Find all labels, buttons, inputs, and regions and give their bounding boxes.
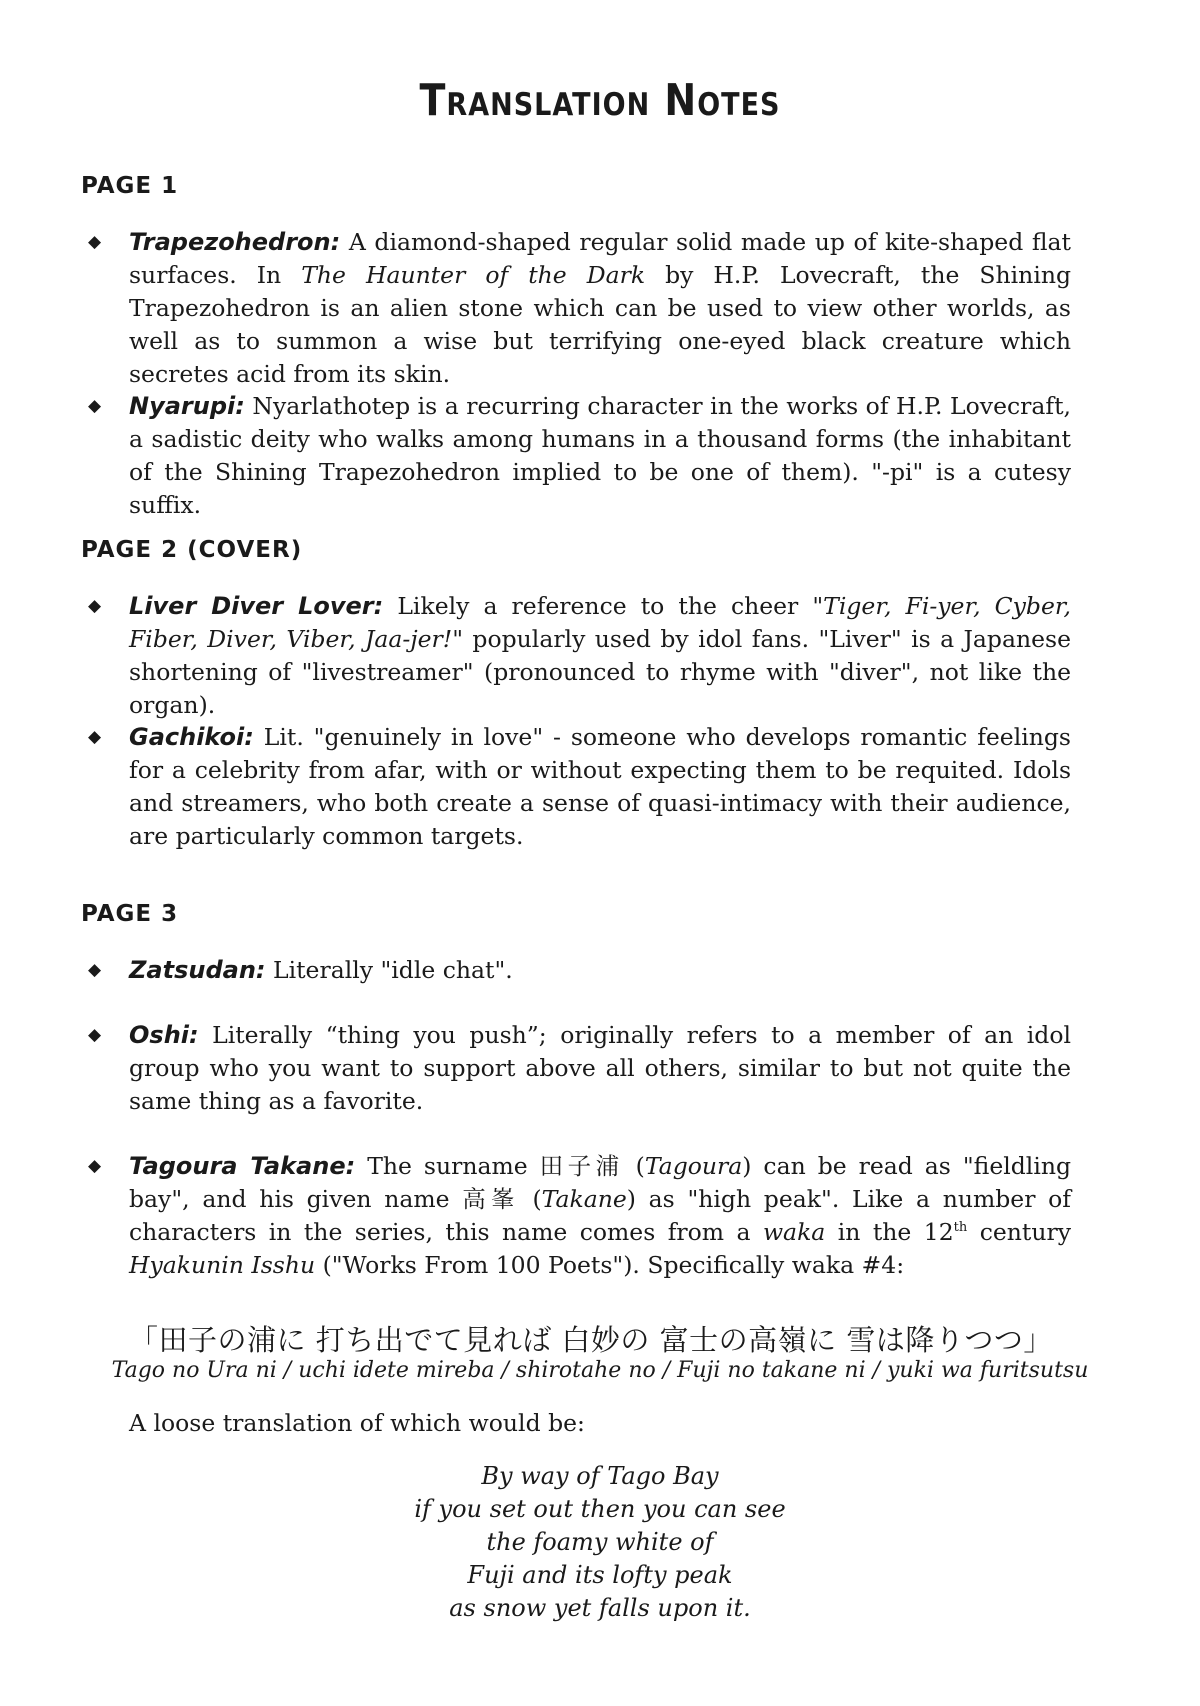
note-text: Nyarupi: Nyarlathotep is a recurring character in the works of H.P. Lovecraft, a sadistic deity who walks among humans in a thousand forms (the inhabitant of the Shining Trapezohedron implied to be one of them). "-pi" is a cutesy suffix.: [129, 392, 1071, 519]
diamond-bullet-icon: ◆: [88, 596, 102, 616]
note-text: Zatsudan: Literally "idle chat".: [129, 956, 513, 984]
note-text: Oshi: Literally “thing you push”; originally refers to a member of an idol group who you want to support above all others, similar to but not quite the same thing as a favorite.: [129, 1021, 1071, 1115]
diamond-bullet-icon: ◆: [88, 960, 102, 980]
note-term: Oshi:: [129, 1021, 199, 1049]
diamond-bullet-icon: ◆: [88, 727, 102, 747]
section-heading-page-3: PAGE 3: [81, 901, 179, 927]
note-term: Liver Diver Lover:: [129, 592, 384, 620]
verse-line: if you set out then you can see: [414, 1495, 786, 1523]
note-gachikoi: [88, 721, 1071, 853]
note-term: Trapezohedron:: [129, 228, 341, 256]
page-title: Translation Notes: [419, 74, 781, 126]
note-tagoura-takane: [88, 1150, 1071, 1282]
note-text: Liver Diver Lover: Likely a reference to the cheer "Tiger, Fi-yer, Cyber, Fiber, Diver, Viber, Jaa-jer!" popularly used by idol fans. "Liver" is a Japanese shortening of "livestreamer" (pronounced to rhyme with "diver", not like the organ).: [129, 592, 1071, 719]
cheer-quote: "Tiger, Fi-yer, Cyber, Fiber, Diver, Viber, Jaa-jer!": [129, 592, 1071, 653]
verse-line: Fuji and its lofty peak: [467, 1561, 733, 1589]
poem-romaji: Tago no Ura ni / uchi idete mireba / shirotahe no / Fuji no takane ni / yuki wa furitsutsu: [111, 1358, 1089, 1383]
section-heading-page-1: PAGE 1: [81, 173, 179, 199]
note-term: Zatsudan:: [129, 956, 266, 984]
note-term: Gachikoi:: [129, 723, 254, 751]
note-text: Tagoura Takane: The surname 田子浦 (Tagoura) can be read as "fieldling bay", and his given name 高峯 (Takane) as "high peak". Like a number of characters in the series, this name comes from a waka in the 12th century Hyakunin Isshu ("Works From 100 Poets"). Specifically waka #4:: [129, 1152, 1072, 1279]
note-trapezohedron: [88, 226, 1071, 391]
verse-line: as snow yet falls upon it.: [449, 1594, 751, 1622]
section-heading-page-2: PAGE 2 (COVER): [81, 537, 303, 563]
note-text: Gachikoi: Lit. "genuinely in love" - someone who develops romantic feelings for a celebrity from afar, with or without expecting them to be requited. Idols and streamers, who both create a sense of quasi-intimacy with their audience, are particularly common targets.: [129, 723, 1071, 850]
diamond-bullet-icon: ◆: [88, 1025, 102, 1045]
poem-translation: [0, 1460, 1200, 1625]
note-term: Nyarupi:: [129, 392, 245, 420]
verse-line: the foamy white of: [486, 1528, 714, 1556]
note-liver-diver-lover: [88, 590, 1071, 722]
note-text: Trapezohedron: A diamond-shaped regular solid made up of kite-shaped flat surfaces. In The Haunter of the Dark by H.P. Lovecraft, the Shining Trapezohedron is an alien stone which can be used to view other worlds, as well as to summon a wise but terrifying one-eyed black creature which secretes acid from its skin.: [129, 228, 1072, 388]
book-title: The Haunter of the Dark: [301, 261, 646, 289]
diamond-bullet-icon: ◆: [88, 396, 102, 416]
note-oshi: [88, 1019, 1071, 1118]
note-term: Tagoura Takane:: [129, 1152, 356, 1180]
verse-line: By way of Tago Bay: [481, 1462, 719, 1490]
note-zatsudan: [88, 954, 1071, 987]
note-nyarupi: [88, 390, 1071, 522]
diamond-bullet-icon: ◆: [88, 232, 102, 252]
translation-intro: A loose translation of which would be:: [129, 1409, 585, 1437]
poem-japanese: 「田子の浦に 打ち出でて見れば 白妙の 富士の高嶺に 雪は降りつつ」: [129, 1323, 1053, 1357]
diamond-bullet-icon: ◆: [88, 1156, 102, 1176]
